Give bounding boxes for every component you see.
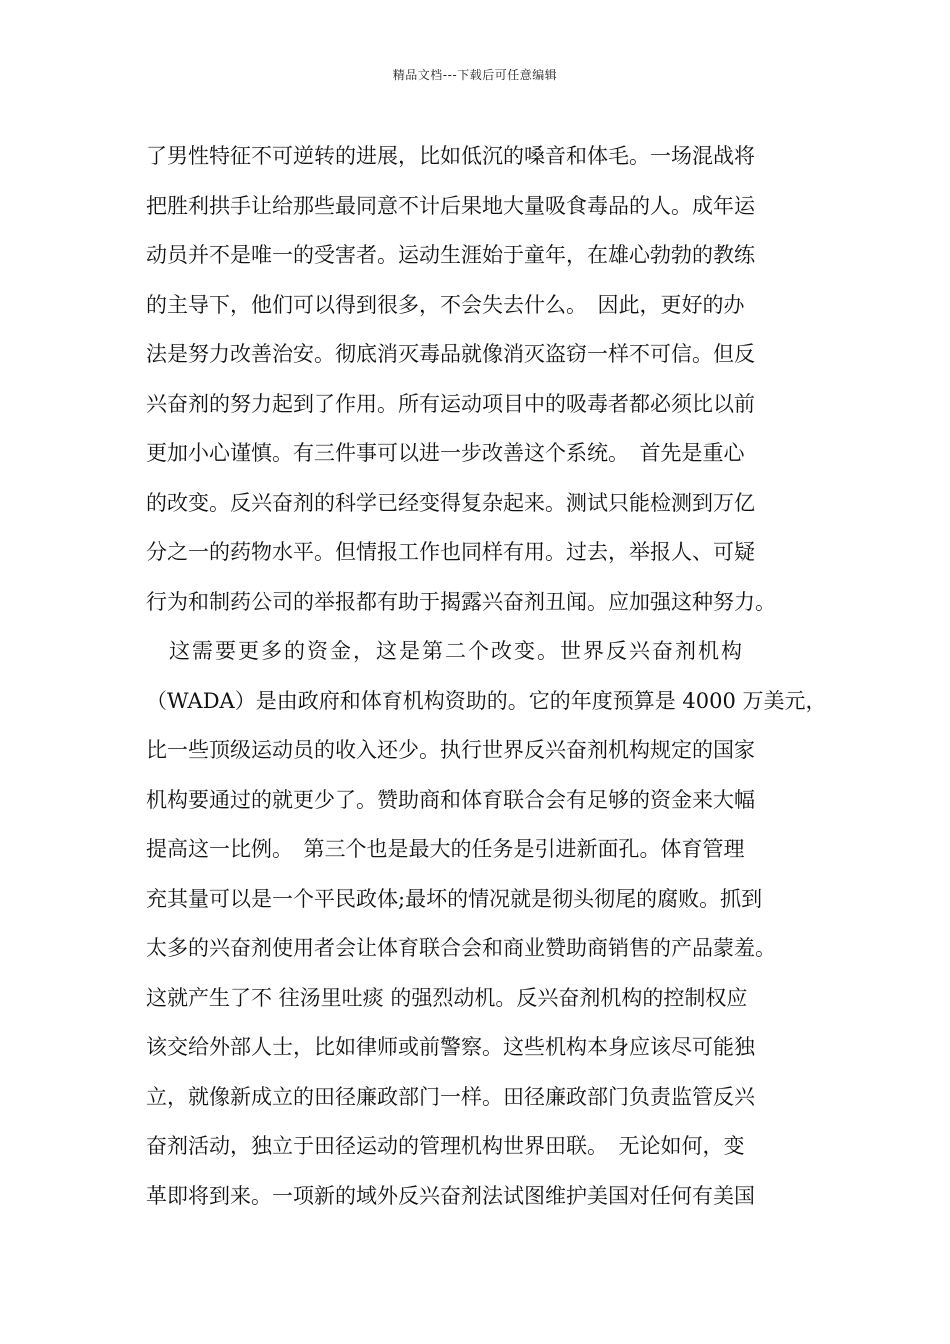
text-line: 分之一的药物水平。但情报工作也同样有用。过去，举报人、可疑 (146, 540, 755, 564)
text-line: 的改变。反兴奋剂的科学已经变得复杂起来。测试只能检测到万亿 (146, 490, 755, 515)
text-line: 立，就像新成立的田径廉政部门一样。田径廉政部门负责监管反兴 (146, 1084, 755, 1109)
page-header: 精品文档---下载后可任意编辑 (392, 68, 558, 82)
text-line: 比一些顶级运动员的收入还少。执行世界反兴奋剂机构规定的国家 (146, 738, 755, 762)
text-line: 动员并不是唯一的受害者。运动生涯始于童年，在雄心勃勃的教练 (146, 243, 755, 267)
text-line: 提高这一比例。 第三个也是最大的任务是引进新面孔。体育管理 (146, 837, 745, 861)
text-line: 该交给外部人士，比如律师或前警察。这些机构本身应该尽可能独 (146, 1035, 755, 1059)
text-line: 机构要通过的就更少了。赞助商和体育联合会有足够的资金来大幅 (146, 787, 755, 812)
text-line: 太多的兴奋剂使用者会让体育联合会和商业赞助商销售的产品蒙羞。 (146, 936, 776, 960)
text-line: 更加小心谨慎。有三件事可以进一步改善这个系统。 首先是重心 (146, 441, 745, 465)
text-line: 革即将到来。一项新的域外反兴奋剂法试图维护美国对任何有美国 (146, 1183, 755, 1208)
text-line: 奋剂活动，独立于田径运动的管理机构世界田联。 无论如何，变 (146, 1134, 745, 1158)
text-line: 行为和制药公司的举报都有助于揭露兴奋剂丑闻。应加强这种努力。 (146, 589, 776, 614)
text-line: 这需要更多的资金，这是第二个改变。世界反兴奋剂机构 (146, 639, 744, 663)
text-line: 的主导下，他们可以得到很多，不会失去什么。 因此，更好的办 (146, 292, 745, 317)
text-line: 充其量可以是一个平民政体;最坏的情况就是彻头彻尾的腐败。抓到 (146, 886, 763, 911)
text-line: 兴奋剂的努力起到了作用。所有运动项目中的吸毒者都必须比以前 (146, 391, 755, 416)
text-line: 这就产生了不 往汤里吐痰 的强烈动机。反兴奋剂机构的控制权应 (146, 985, 748, 1010)
body-text (146, 132, 826, 1221)
text-line: 把胜利拱手让给那些最同意不计后果地大量吸食毒品的人。成年运 (146, 193, 755, 218)
text-line: （WADA）是由政府和体育机构资助的。它的年度预算是 4000 万美元， (146, 688, 827, 713)
text-line: 法是努力改善治安。彻底消灭毒品就像消灭盗窃一样不可信。但反 (146, 342, 755, 366)
text-line: 了男性特征不可逆转的进展，比如低沉的嗓音和体毛。一场混战将 (146, 144, 755, 168)
